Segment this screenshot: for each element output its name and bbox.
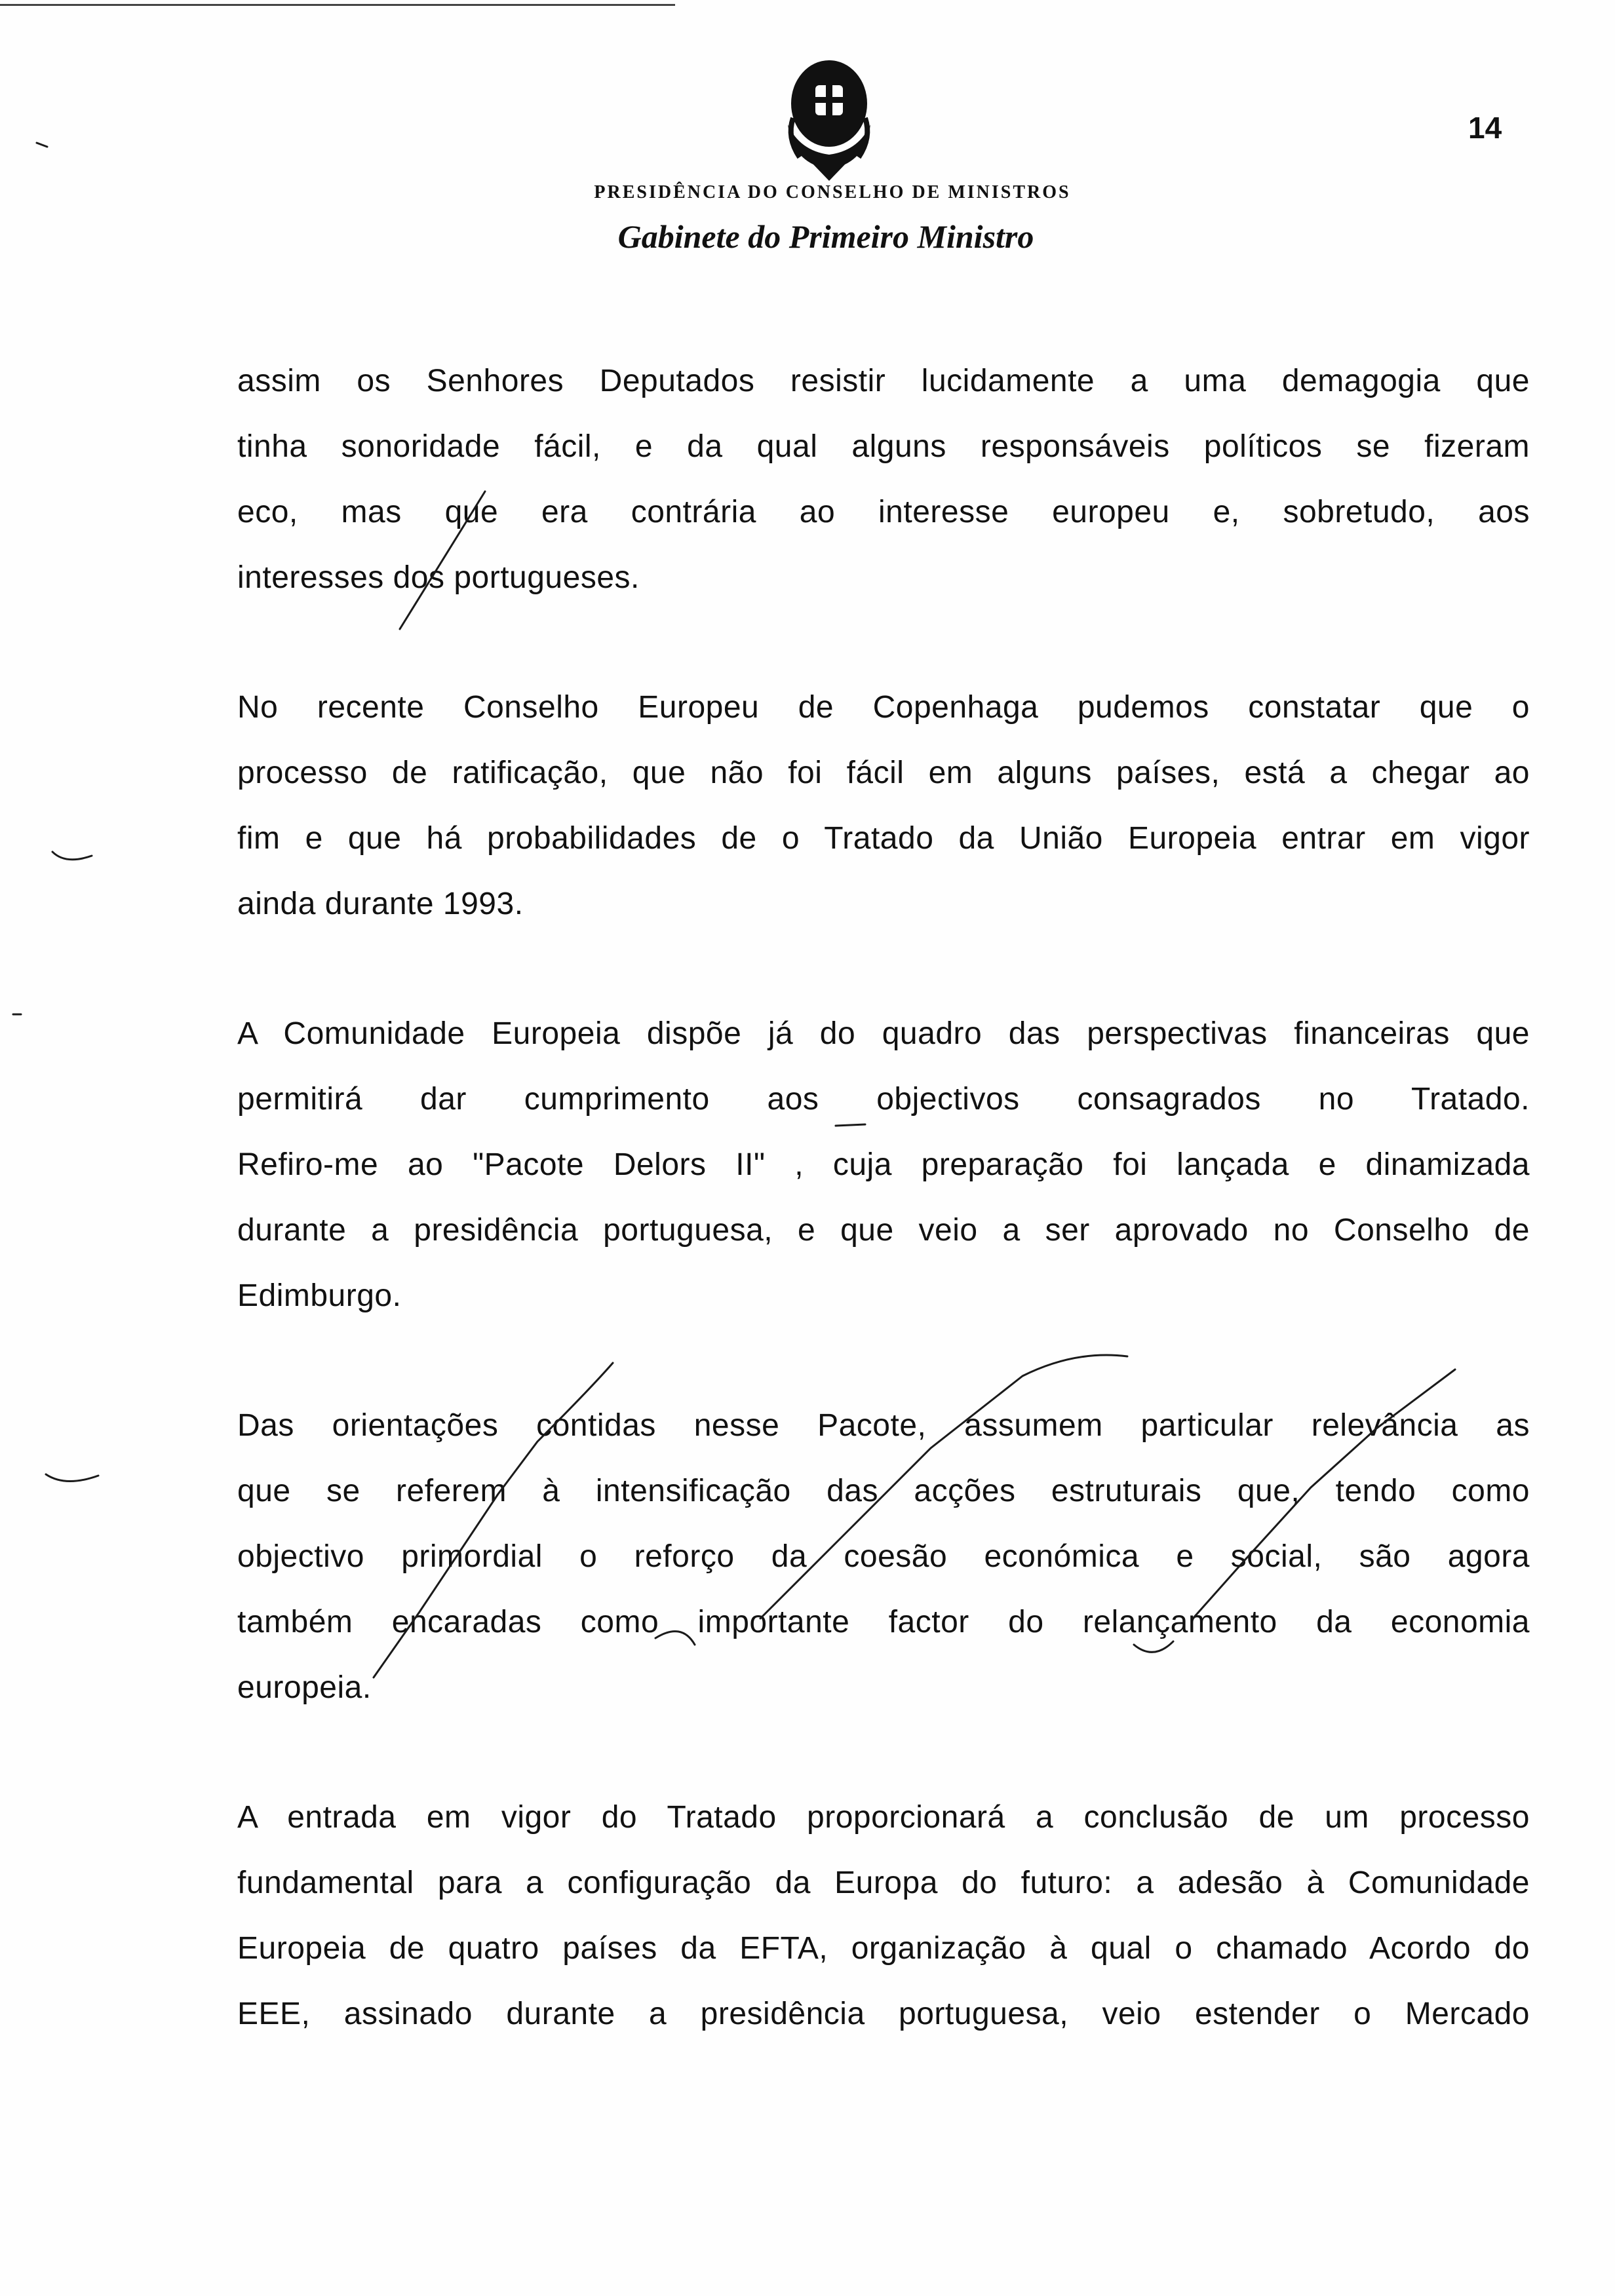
text-line: Europeia de quatro países da EFTA, organização à qual o chamado Acordo do [237,1931,1530,1966]
text-line: ainda durante 1993. [237,887,524,921]
paragraph-1 [237,349,1530,611]
text-line: fundamental para a configuração da Europa do futuro: a adesão à Comunidade [237,1866,1530,1900]
text-line: assim os Senhores Deputados resistir lucidamente a uma demagogia que [237,364,1530,398]
text-line: eco, mas que era contrária ao interesse europeu e, sobretudo, aos [237,495,1530,529]
text-line: Refiro-me ao "Pacote Delors II" , cuja preparação foi lançada e dinamizada [237,1147,1530,1182]
paragraph-4 [237,1393,1530,1721]
text-line: permitirá dar cumprimento aos objectivos consagrados no Tratado. [237,1082,1530,1117]
text-line: A Comunidade Europeia dispõe já do quadro das perspectivas financeiras que [237,1016,1530,1051]
text-line: europeia. [237,1670,372,1705]
text-line: objectivo primordial o reforço da coesão económica e social, são agora [237,1539,1530,1574]
text-line: Das orientações contidas nesse Pacote, assumem particular relevância as [237,1408,1530,1443]
text-line: tinha sonoridade fácil, e da qual alguns responsáveis políticos se fizeram [237,429,1530,464]
text-line: processo de ratificação, que não foi fácil em alguns países, está a chegar ao [237,756,1530,790]
margin-tick [46,1474,98,1482]
cabinet-header: Gabinete do Primeiro Ministro [617,218,1034,255]
institution-header: PRESIDÊNCIA DO CONSELHO DE MINISTROS [594,182,1071,202]
text-line: No recente Conselho Europeu de Copenhaga pudemos constatar que o [237,690,1530,725]
text-line: fim e que há probabilidades de o Tratado da União Europeia entrar em vigor [237,821,1530,856]
text-line: que se referem à intensificação das acções estruturais que, tendo como [237,1474,1530,1508]
text-line: interesses dos portugueses. [237,560,640,595]
letter-body [237,349,1530,2047]
margin-tick [52,852,92,860]
paragraph-2 [237,675,1530,937]
coat-of-arms-icon [773,52,885,183]
paragraph-5 [237,1785,1530,2047]
text-line: A entrada em vigor do Tratado proporcionará a conclusão de um processo [237,1800,1530,1835]
text-line: EEE, assinado durante a presidência portuguesa, veio estender o Mercado [237,1997,1530,2031]
text-line: também encaradas como importante factor do relançamento da economia [237,1605,1530,1639]
page-number: 14 [1468,111,1502,145]
paragraph-3 [237,1001,1530,1329]
text-line: durante a presidência portuguesa, e que veio a ser aprovado no Conselho de [237,1213,1530,1248]
text-line: Edimburgo. [237,1278,402,1313]
margin-tick [37,143,47,147]
scan-top-rule [0,4,675,6]
